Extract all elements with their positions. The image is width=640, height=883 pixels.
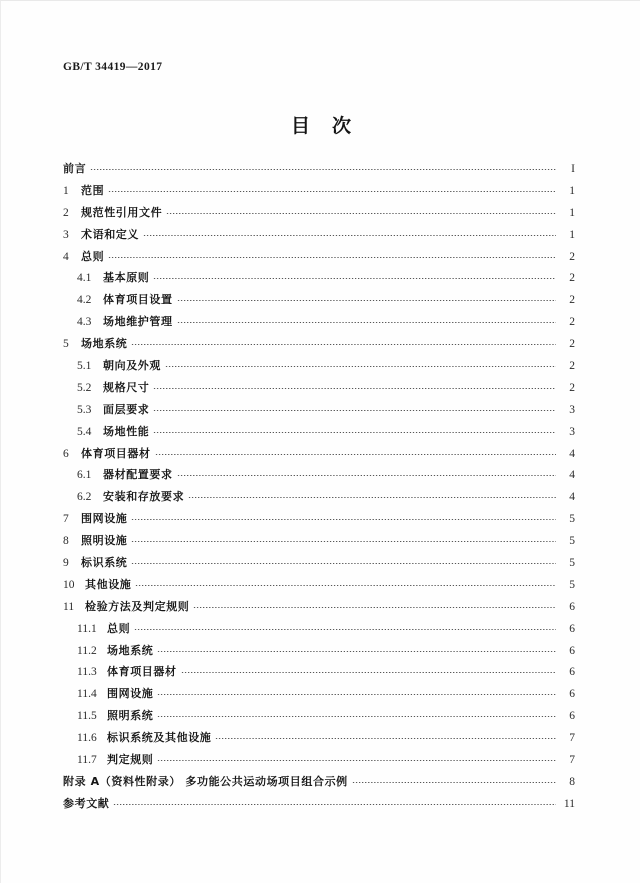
- toc-entry[interactable]: [63, 729, 575, 751]
- toc-entry-label: 体育项目器材: [81, 446, 151, 460]
- toc-entry-page-number: 3: [569, 403, 575, 416]
- toc-entry-page-number: 8: [569, 775, 575, 788]
- toc-entry-page-number: 2: [569, 338, 575, 351]
- toc-entry-page-number: 6: [569, 600, 575, 613]
- toc-entry-page-number: 1: [569, 228, 575, 241]
- toc-entry-label: 前言: [63, 162, 87, 175]
- toc-entry-label: 围网设施: [81, 512, 128, 526]
- toc-entry[interactable]: [63, 335, 575, 357]
- toc-entry-page-number: 2: [569, 272, 575, 285]
- toc-entry-number: 6.2: [77, 491, 92, 504]
- toc-entry[interactable]: [63, 751, 575, 773]
- toc-dot-leader: [177, 292, 556, 303]
- toc-entry-label: 总则: [81, 249, 105, 263]
- toc-entry-number: 11.3: [77, 666, 97, 679]
- toc-entry[interactable]: [63, 313, 575, 335]
- toc-entry-number: 6.1: [77, 469, 92, 482]
- toc-dot-leader: [157, 752, 556, 763]
- toc-entry-label: 体育项目设置: [103, 293, 173, 307]
- toc-entry-page-number: 7: [569, 732, 575, 745]
- page-title-char-1: 目: [290, 115, 310, 137]
- toc-dot-leader: [166, 205, 556, 216]
- toc-entry-number: 11.4: [77, 688, 97, 701]
- toc-entry-page-number: 4: [569, 447, 575, 460]
- toc-dot-leader: [143, 227, 556, 238]
- toc-entry[interactable]: [63, 357, 575, 379]
- toc-entry-label: 判定规则: [107, 753, 154, 767]
- toc-entry-label: 场地性能: [103, 424, 150, 438]
- toc-entry-page-number: 4: [569, 469, 575, 482]
- toc-entry[interactable]: [63, 620, 575, 642]
- toc-dot-leader: [155, 446, 556, 457]
- toc-dot-leader: [153, 402, 556, 413]
- toc-entry-label: 基本原则: [103, 271, 150, 285]
- toc-dot-leader: [177, 467, 556, 478]
- toc-entry-page-number: 5: [569, 513, 575, 526]
- toc-dot-leader: [165, 358, 556, 369]
- toc-entry-label: 朝向及外观: [103, 359, 161, 373]
- toc-entry-page-number: 1: [569, 206, 575, 219]
- toc-dot-leader: [153, 270, 556, 281]
- toc-dot-leader: [157, 708, 556, 719]
- toc-dot-leader: [134, 621, 556, 632]
- toc-dot-leader: [108, 249, 556, 260]
- toc-entry-page-number: 6: [569, 688, 575, 701]
- toc-dot-leader: [113, 796, 556, 807]
- toc-dot-leader: [177, 314, 556, 325]
- toc-entry-number: 10: [63, 578, 75, 591]
- toc-dot-leader: [131, 511, 556, 522]
- toc-entry[interactable]: [63, 554, 575, 576]
- toc-entry-label: 安装和存放要求: [103, 490, 185, 504]
- toc-entry-label: 照明系统: [107, 709, 154, 723]
- toc-dot-leader: [153, 380, 556, 391]
- toc-entry-page-number: 6: [569, 644, 575, 657]
- toc-entry-page-number: 3: [569, 425, 575, 438]
- toc-entry-page-number: 6: [569, 622, 575, 635]
- toc-entry-label: 场地维护管理: [103, 315, 173, 329]
- toc-entry[interactable]: [63, 642, 575, 664]
- toc-entry-number: 5.4: [77, 425, 92, 438]
- toc-entry-page-number: 1: [569, 184, 575, 197]
- toc-entry[interactable]: [63, 445, 575, 467]
- toc-entry-label: 标识系统: [81, 556, 128, 570]
- toc-entry-label: 器材配置要求: [103, 468, 173, 482]
- toc-entry[interactable]: [63, 685, 575, 707]
- toc-entry-number: 4.1: [77, 272, 92, 285]
- toc-dot-leader: [157, 643, 556, 654]
- toc-entry-number: 11.2: [77, 644, 97, 657]
- toc-entry[interactable]: [63, 598, 575, 620]
- toc-entry-label: 其他设施: [85, 577, 132, 591]
- toc-entry-number: 2: [63, 206, 69, 219]
- toc-entry-page-number: 5: [569, 535, 575, 548]
- toc-entry-number: 11.6: [77, 732, 97, 745]
- toc-entry-label: 体育项目器材: [107, 665, 177, 679]
- toc-entry[interactable]: [63, 423, 575, 445]
- toc-entry-page-number: 2: [569, 294, 575, 307]
- toc-entry[interactable]: [63, 532, 575, 554]
- toc-entry[interactable]: [63, 466, 575, 488]
- toc-dot-leader: [215, 730, 556, 741]
- toc-entry-number: 4.3: [77, 316, 92, 329]
- toc-dot-leader: [90, 161, 556, 172]
- toc-entry[interactable]: [63, 248, 575, 270]
- toc-entry-label: 面层要求: [103, 402, 150, 416]
- standard-code-header: GB/T 34419—2017: [63, 61, 163, 73]
- toc-dot-leader: [131, 555, 556, 566]
- toc-entry-label: 规格尺寸: [103, 380, 150, 394]
- toc-entry-label: 术语和定义: [81, 227, 139, 241]
- toc-entry[interactable]: [63, 773, 575, 795]
- toc-entry-label: 规范性引用文件: [81, 205, 163, 219]
- toc-entry-label: 范围: [81, 183, 105, 197]
- toc-entry-page-number: 2: [569, 316, 575, 329]
- toc-entry[interactable]: [63, 707, 575, 729]
- toc-dot-leader: [157, 686, 556, 697]
- toc-entry-number: 1: [63, 184, 69, 197]
- toc-entry-page-number: 2: [569, 360, 575, 373]
- toc-entry-page-number: 2: [569, 250, 575, 263]
- toc-dot-leader: [131, 336, 556, 347]
- table-of-contents: [63, 160, 575, 817]
- toc-dot-leader: [193, 599, 556, 610]
- page-title-char-2: 次: [332, 115, 352, 137]
- toc-entry-label: 照明设施: [81, 534, 128, 548]
- toc-entry-number: 11.5: [77, 710, 97, 723]
- toc-entry-number: 5: [63, 338, 69, 351]
- toc-entry[interactable]: [63, 510, 575, 532]
- toc-entry-page-number: I: [571, 163, 575, 175]
- toc-entry-page-number: 4: [569, 491, 575, 504]
- toc-entry[interactable]: [63, 204, 575, 226]
- toc-entry-number: 6: [63, 447, 69, 460]
- toc-dot-leader: [131, 533, 556, 544]
- toc-entry-number: 5.1: [77, 360, 92, 373]
- toc-entry-number: 9: [63, 557, 69, 570]
- toc-entry-page-number: 5: [569, 557, 575, 570]
- toc-entry[interactable]: [63, 269, 575, 291]
- toc-entry[interactable]: [63, 663, 575, 685]
- toc-entry[interactable]: [63, 401, 575, 423]
- toc-entry-label: 参考文献: [63, 796, 110, 810]
- toc-entry-number: 4.2: [77, 294, 92, 307]
- toc-dot-leader: [135, 577, 556, 588]
- toc-entry-label: 围网设施: [107, 687, 154, 701]
- toc-dot-leader: [188, 489, 556, 500]
- toc-entry-number: 4: [63, 250, 69, 263]
- toc-entry-page-number: 2: [569, 381, 575, 394]
- toc-dot-leader: [352, 774, 556, 785]
- toc-entry[interactable]: [63, 488, 575, 510]
- toc-entry-number: 8: [63, 535, 69, 548]
- toc-entry-label: 附录 A（资料性附录） 多功能公共运动场项目组合示例: [63, 774, 348, 788]
- toc-entry-number: 11: [63, 600, 75, 613]
- toc-entry-page-number: 6: [569, 666, 575, 679]
- toc-entry-page-number: 5: [569, 578, 575, 591]
- toc-entry[interactable]: [63, 226, 575, 248]
- toc-entry-number: 5.3: [77, 403, 92, 416]
- toc-entry-number: 11.1: [77, 622, 97, 635]
- toc-entry-number: 7: [63, 513, 69, 526]
- toc-entry-label: 场地系统: [107, 643, 154, 657]
- toc-dot-leader: [108, 183, 556, 194]
- toc-dot-leader: [181, 664, 556, 675]
- toc-entry[interactable]: [63, 576, 575, 598]
- toc-entry-page-number: 6: [569, 710, 575, 723]
- toc-dot-leader: [153, 424, 556, 435]
- toc-entry-number: 11.7: [77, 754, 97, 767]
- toc-entry[interactable]: [63, 182, 575, 204]
- toc-entry[interactable]: [63, 379, 575, 401]
- toc-entry-number: 3: [63, 228, 69, 241]
- toc-entry[interactable]: [63, 795, 575, 817]
- toc-entry[interactable]: [63, 160, 575, 182]
- toc-entry-number: 5.2: [77, 381, 92, 394]
- toc-entry-page-number: 11: [563, 797, 575, 810]
- page-title: [1, 111, 640, 138]
- toc-entry-label: 检验方法及判定规则: [85, 599, 190, 613]
- toc-entry[interactable]: [63, 291, 575, 313]
- toc-entry-label: 场地系统: [81, 337, 128, 351]
- toc-entry-label: 标识系统及其他设施: [107, 731, 212, 745]
- toc-entry-page-number: 7: [569, 754, 575, 767]
- toc-entry-label: 总则: [107, 621, 131, 635]
